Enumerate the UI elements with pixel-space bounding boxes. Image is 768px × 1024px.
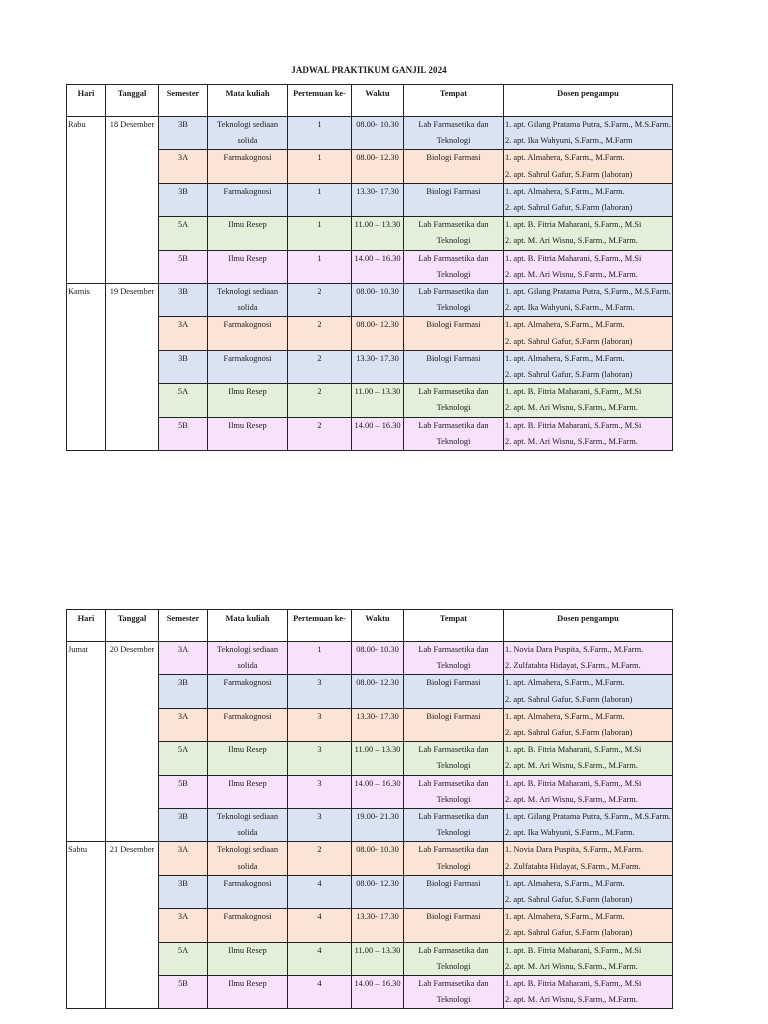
cell-mata-kuliah: Teknologi sediaan solida [208,117,288,150]
dosen-line: 1. apt. B. Fitria Maharani, S.Farm., M.Si [505,420,642,430]
cell-pertemuan: 1 [288,117,352,150]
cell-tempat: Lab Farmasetika dan Teknologi [404,842,504,875]
table-row [67,117,673,150]
cell-hari: Kamis [67,284,106,317]
header-waktu: Waktu [352,610,404,642]
dosen-line: 2. apt. M. Ari Wisnu, S.Farm., M.Farm. [505,761,638,771]
cell-dosen [504,417,673,450]
cell-mata-kuliah: Ilmu Resep [208,384,288,417]
cell-mata-kuliah: Ilmu Resep [208,742,288,775]
cell-tempat: Biologi Farmasi [404,909,504,942]
dosen-line: 1. apt. Almahera, S.Farm., M.Farm. [505,678,625,688]
header-tanggal: Tanggal [106,610,159,642]
cell-pertemuan: 3 [288,775,352,808]
table-row [67,909,673,942]
cell-hari [67,183,106,216]
schedule-table-1 [66,84,673,451]
cell-tanggal [106,742,159,775]
cell-tempat: Lab Farmasetika dan Teknologi [404,384,504,417]
dosen-line: 2. apt. M. Ari Wisnu, S.Farm., M.Farm. [505,436,638,446]
cell-semester: 3A [159,842,208,875]
cell-dosen [504,942,673,975]
header-pertemuan: Pertemuan ke- [288,610,352,642]
cell-pertemuan: 2 [288,842,352,875]
cell-hari [67,942,106,975]
cell-tanggal: 19 Desember [106,284,159,317]
cell-tanggal: 20 Desember [106,642,159,675]
dosen-line: 1. Novia Dara Puspita, S.Farm., M.Farm. [505,645,644,654]
cell-tanggal [106,708,159,741]
cell-pertemuan: 1 [288,250,352,283]
cell-dosen [504,317,673,350]
cell-dosen [504,284,673,317]
dosen-line: 1. apt. B. Fitria Maharani, S.Farm., M.Si [505,387,642,397]
dosen-line: 1. apt. B. Fitria Maharani, S.Farm., M.Si [505,745,642,755]
table-body [67,642,673,1009]
cell-dosen [504,775,673,808]
cell-hari [67,742,106,775]
cell-tanggal [106,217,159,250]
cell-waktu: 11.00 – 13.30 [352,742,404,775]
cell-mata-kuliah: Ilmu Resep [208,942,288,975]
cell-semester: 3B [159,284,208,317]
cell-hari [67,217,106,250]
dosen-line: 2. apt. Ika Wahyuni, S.Farm., M.Farm. [505,828,635,838]
header-hari: Hari [67,610,106,642]
table-row [67,976,673,1009]
cell-waktu: 13.30- 17.30 [352,708,404,741]
cell-tanggal [106,384,159,417]
cell-waktu: 14.00 – 16.30 [352,250,404,283]
cell-semester: 5B [159,250,208,283]
cell-pertemuan: 1 [288,150,352,183]
cell-hari [67,775,106,808]
cell-mata-kuliah: Farmakognosi [208,150,288,183]
dosen-line: 2. apt. Ika Wahyuni, S.Farm., M.Farm. [505,303,635,313]
cell-waktu: 13.30- 17.30 [352,350,404,383]
cell-semester: 3B [159,875,208,908]
table-row [67,809,673,842]
cell-dosen [504,809,673,842]
header-row [67,85,673,117]
dosen-line: 2. apt. M. Ari Wisnu, S.Farm., M.Farm. [505,236,638,246]
cell-dosen [504,708,673,741]
cell-mata-kuliah: Farmakognosi [208,909,288,942]
cell-semester: 3A [159,317,208,350]
cell-waktu: 08.00- 10.30 [352,642,404,675]
cell-waktu: 11.00 – 13.30 [352,384,404,417]
cell-hari [67,809,106,842]
cell-semester: 3A [159,909,208,942]
cell-tanggal [106,976,159,1009]
cell-tempat: Lab Farmasetika dan Teknologi [404,976,504,1009]
cell-dosen [504,150,673,183]
cell-waktu: 13.30- 17.30 [352,909,404,942]
cell-pertemuan: 3 [288,742,352,775]
dosen-line: 1. apt. B. Fitria Maharani, S.Farm., M.Si [505,979,642,989]
table-row [67,183,673,216]
header-tempat: Tempat [404,610,504,642]
dosen-line: 1. apt. Almahera, S.Farm., M.Farm. [505,186,625,196]
cell-dosen [504,909,673,942]
cell-semester: 3B [159,675,208,708]
cell-tanggal [106,317,159,350]
cell-dosen [504,117,673,150]
header-row [67,610,673,642]
cell-tempat: Lab Farmasetika dan Teknologi [404,417,504,450]
cell-waktu: 08.00- 12.30 [352,317,404,350]
cell-waktu: 08.00- 12.30 [352,875,404,908]
cell-tanggal [106,909,159,942]
table-row [67,842,673,875]
dosen-line: 1. apt. Almahera, S.Farm., M.Farm. [505,878,625,888]
cell-pertemuan: 1 [288,183,352,216]
cell-pertemuan: 2 [288,317,352,350]
dosen-line: 2. apt. Sahrul Gafur, S.Farm (laboran) [505,928,633,938]
dosen-line: 2. apt. M. Ari Wisnu, S.Farm., M.Farm. [505,269,638,279]
cell-hari [67,417,106,450]
cell-mata-kuliah: Teknologi sediaan solida [208,842,288,875]
cell-semester: 5A [159,742,208,775]
dosen-line: 1. apt. Almahera, S.Farm., M.Farm. [505,353,625,363]
cell-semester: 5B [159,417,208,450]
cell-waktu: 14.00 – 16.30 [352,417,404,450]
cell-tempat: Biologi Farmasi [404,317,504,350]
table-row [67,742,673,775]
cell-semester: 3B [159,117,208,150]
cell-tanggal [106,775,159,808]
cell-pertemuan: 4 [288,942,352,975]
cell-tempat: Biologi Farmasi [404,675,504,708]
cell-tanggal [106,150,159,183]
cell-tanggal [106,350,159,383]
cell-pertemuan: 1 [288,217,352,250]
cell-dosen [504,350,673,383]
cell-tempat: Lab Farmasetika dan Teknologi [404,809,504,842]
cell-dosen [504,842,673,875]
cell-tempat: Lab Farmasetika dan Teknologi [404,284,504,317]
cell-semester: 3B [159,809,208,842]
cell-semester: 5A [159,942,208,975]
cell-tempat: Lab Farmasetika dan Teknologi [404,117,504,150]
table-row [67,250,673,283]
cell-waktu: 11.00 – 13.30 [352,217,404,250]
cell-hari [67,384,106,417]
cell-hari [67,317,106,350]
dosen-line: 2. apt. M. Ari Wisnu, S.Farm., M.Farm. [505,995,638,1005]
dosen-line: 2. apt. Sahrul Gafur, S.Farm (laboran) [505,370,633,380]
cell-mata-kuliah: Farmakognosi [208,675,288,708]
cell-waktu: 08.00- 12.30 [352,675,404,708]
header-tanggal: Tanggal [106,85,159,117]
cell-mata-kuliah: Teknologi sediaan solida [208,284,288,317]
header-mata-kuliah: Mata kuliah [208,610,288,642]
table-row [67,708,673,741]
cell-pertemuan: 2 [288,384,352,417]
cell-waktu: 08.00- 12.30 [352,150,404,183]
cell-pertemuan: 3 [288,675,352,708]
cell-tempat: Biologi Farmasi [404,708,504,741]
dosen-line: 1. apt. Gilang Pratama Putra, S.Farm., M.S.Farm. [505,287,671,297]
table-row [67,775,673,808]
cell-hari [67,708,106,741]
dosen-line: 1. apt. Gilang Pratama Putra, S.Farm., M.S.Farm. [505,120,671,129]
cell-mata-kuliah: Farmakognosi [208,708,288,741]
cell-hari [67,675,106,708]
dosen-line: 2. apt. Sahrul Gafur, S.Farm (laboran) [505,728,633,738]
cell-dosen [504,675,673,708]
document-title: JADWAL PRAKTIKUM GANJIL 2024 [291,65,447,75]
cell-tanggal [106,675,159,708]
table-row [67,317,673,350]
cell-tanggal [106,250,159,283]
cell-tempat: Lab Farmasetika dan Teknologi [404,642,504,675]
cell-hari [67,909,106,942]
header-waktu: Waktu [352,85,404,117]
header-hari: Hari [67,85,106,117]
cell-tanggal [106,183,159,216]
cell-waktu: 11.00 – 13.30 [352,942,404,975]
dosen-line: 1. apt. B. Fitria Maharani, S.Farm., M.Si [505,945,642,955]
cell-semester: 3A [159,642,208,675]
cell-tanggal [106,942,159,975]
header-tempat: Tempat [404,85,504,117]
dosen-line: 1. apt. Almahera, S.Farm., M.Farm. [505,153,625,163]
cell-dosen [504,976,673,1009]
cell-semester: 5A [159,384,208,417]
cell-mata-kuliah: Ilmu Resep [208,976,288,1009]
cell-tanggal [106,417,159,450]
cell-hari [67,350,106,383]
dosen-line: 2. apt. Sahrul Gafur, S.Farm (laboran) [505,336,633,346]
dosen-line: 2. apt. Sahrul Gafur, S.Farm (laboran) [505,694,633,704]
cell-tempat: Biologi Farmasi [404,875,504,908]
dosen-line: 2. apt. Sahrul Gafur, S.Farm (laboran) [505,895,633,905]
cell-tempat: Biologi Farmasi [404,350,504,383]
cell-hari [67,250,106,283]
dosen-line: 1. apt. B. Fitria Maharani, S.Farm., M.Si [505,253,642,263]
cell-dosen [504,250,673,283]
cell-tempat: Lab Farmasetika dan Teknologi [404,942,504,975]
cell-hari: Sabtu [67,842,106,875]
cell-dosen [504,217,673,250]
cell-dosen [504,183,673,216]
table-row [67,675,673,708]
cell-pertemuan: 4 [288,976,352,1009]
cell-tanggal [106,809,159,842]
cell-mata-kuliah: Ilmu Resep [208,417,288,450]
header-semester: Semester [159,85,208,117]
cell-tanggal: 21 Desember [106,842,159,875]
dosen-line: 2. apt. Sahrul Gafur, S.Farm (laboran) [505,203,633,213]
cell-tempat: Lab Farmasetika dan Teknologi [404,742,504,775]
cell-mata-kuliah: Farmakognosi [208,317,288,350]
cell-hari: Jumat [67,642,106,675]
cell-mata-kuliah: Farmakognosi [208,183,288,216]
table-row [67,642,673,675]
table-row [67,384,673,417]
dosen-line: 1. apt. Gilang Pratama Putra, S.Farm., M.S.Farm. [505,812,671,822]
dosen-line: 2. apt. Sahrul Gafur, S.Farm (laboran) [505,169,633,179]
cell-tempat: Biologi Farmasi [404,150,504,183]
cell-waktu: 19.00- 21.30 [352,809,404,842]
cell-semester: 5B [159,976,208,1009]
cell-tanggal: 18 Desember [106,117,159,150]
cell-mata-kuliah: Ilmu Resep [208,217,288,250]
header-dosen: Dosen pengampu [504,85,673,117]
cell-pertemuan: 4 [288,909,352,942]
table-row [67,284,673,317]
cell-waktu: 08.00- 10.30 [352,284,404,317]
cell-semester: 3B [159,350,208,383]
dosen-line: 2. apt. M. Ari Wisnu, S.Farm., M.Farm. [505,794,638,804]
cell-mata-kuliah: Teknologi sediaan solida [208,809,288,842]
cell-semester: 3A [159,708,208,741]
cell-hari [67,875,106,908]
cell-pertemuan: 2 [288,350,352,383]
cell-semester: 5A [159,217,208,250]
cell-waktu: 13.30- 17.30 [352,183,404,216]
cell-hari: Rabu [67,117,106,150]
dosen-line: 1. apt. Almahera, S.Farm., M.Farm. [505,912,625,922]
dosen-line: 1. apt. B. Fitria Maharani, S.Farm., M.Si [505,778,642,788]
cell-waktu: 08.00- 10.30 [352,842,404,875]
dosen-line: 1. apt. Almahera, S.Farm., M.Farm. [505,711,625,721]
cell-mata-kuliah: Farmakognosi [208,350,288,383]
header-semester: Semester [159,610,208,642]
cell-pertemuan: 3 [288,708,352,741]
header-dosen: Dosen pengampu [504,610,673,642]
table-row [67,217,673,250]
cell-tempat: Lab Farmasetika dan Teknologi [404,217,504,250]
table-row [67,350,673,383]
cell-pertemuan: 1 [288,642,352,675]
cell-hari [67,150,106,183]
cell-pertemuan: 2 [288,417,352,450]
cell-mata-kuliah: Farmakognosi [208,875,288,908]
cell-tempat: Lab Farmasetika dan Teknologi [404,775,504,808]
cell-dosen [504,642,673,675]
cell-pertemuan: 4 [288,875,352,908]
dosen-line: 2. Zulfatahta Hidayat, S.Farm., M.Farm. [505,861,641,871]
dosen-line: 1. apt. B. Fitria Maharani, S.Farm., M.Si [505,220,642,230]
cell-tempat: Lab Farmasetika dan Teknologi [404,250,504,283]
cell-pertemuan: 2 [288,284,352,317]
dosen-line: 2. apt. M. Ari Wisnu, S.Farm., M.Farm. [505,961,638,971]
cell-waktu: 14.00 – 16.30 [352,976,404,1009]
table-row [67,875,673,908]
cell-semester: 3A [159,150,208,183]
cell-tanggal [106,875,159,908]
cell-mata-kuliah: Ilmu Resep [208,775,288,808]
cell-waktu: 14.00 – 16.30 [352,775,404,808]
cell-hari [67,976,106,1009]
dosen-line: 1. Novia Dara Puspita, S.Farm., M.Farm. [505,845,644,855]
cell-tempat: Biologi Farmasi [404,183,504,216]
cell-mata-kuliah: Ilmu Resep [208,250,288,283]
cell-semester: 5B [159,775,208,808]
table-body [67,117,673,451]
cell-waktu: 08.00- 10.30 [352,117,404,150]
cell-pertemuan: 3 [288,809,352,842]
table-row [67,150,673,183]
dosen-line: 2. apt. M. Ari Wisnu, S.Farm., M.Farm. [505,403,638,413]
table-row [67,942,673,975]
cell-mata-kuliah: Teknologi sediaan solida [208,642,288,675]
dosen-line: 2. Zulfatahta Hidayat, S.Farm., M.Farm. [505,661,641,671]
header-pertemuan: Pertemuan ke- [288,85,352,117]
header-mata-kuliah: Mata kuliah [208,85,288,117]
cell-semester: 3B [159,183,208,216]
cell-dosen [504,384,673,417]
cell-dosen [504,875,673,908]
dosen-line: 1. apt. Almahera, S.Farm., M.Farm. [505,320,625,330]
table-row [67,417,673,450]
cell-dosen [504,742,673,775]
dosen-line: 2. apt. Ika Wahyuni, S.Farm., M.Farm [505,136,633,146]
schedule-table-2 [66,609,673,1009]
